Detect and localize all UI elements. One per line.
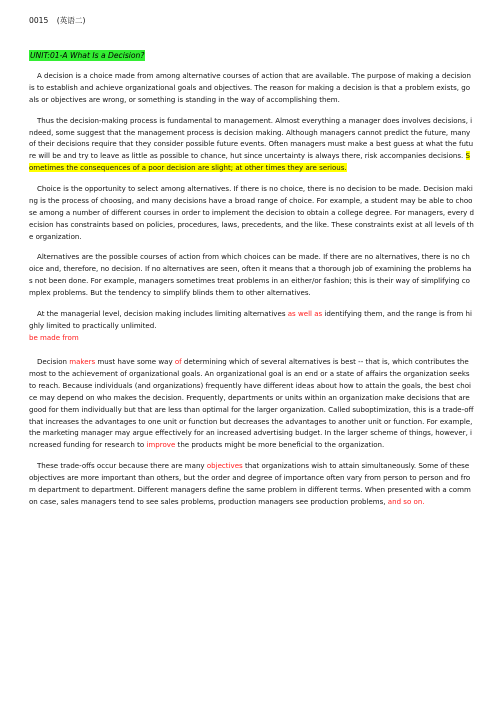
paragraph-6-text-e: determining which of several alternatives is best -- that is, which contributes the most to the achievement of organizational goals. An organizational goal is an end or a state of affairs the organization seeks to reach. Because individuals (and organizations) frequently have different ideas about how to attain the goals, the best choice may depend on who makes the decision. Frequently, departments or units within an organization make decisions that are good for them individually but that are less than optimal for the larger organization. Called suboptimization, this is a trade-off that increases the advantages to one unit or function but decreases the advantages to another unit or function. For example, the marketing manager may argue effectively for an increased advertising budget. In the larger scheme of things, however, increased funding for research to: [29, 356, 474, 450]
marked-word: improve: [146, 440, 176, 450]
annotation-note: be made from: [29, 333, 79, 343]
paragraph-3: Choice is the opportunity to select among alternatives. If there is no choice, there is no decision to be made. Decision making is the process of choosing, and many decisions have a broad range of choice. For example, a student may be able to choose among a number of different courses in order to implement the decision to obtain a college degree. For managers, every decision has constraints based on policies, procedures, laws, precedents, and the like. These constraints exist at all levels of the organization.: [29, 184, 475, 241]
highlighted-sentence: Sometimes the consequences of a poor decision are slight; at other times they are serious.: [29, 151, 471, 173]
paragraph-6-text-c: must have some way: [95, 356, 175, 366]
document-body: [29, 70, 474, 517]
course-code: 0015: [29, 16, 49, 25]
paragraph-2-text: Thus the decision-making process is fundamental to management. Almost everything a manager does involves decisions, indeed, some suggest that the management process is decision making. Although managers cannot predict the future, many of their decisions require that they consider possible future events. Often managers must make a best guess at what the future will be and try to leave as little as possible to chance, hut since uncertainty is always there, risk accompanies decisions.: [29, 115, 474, 161]
paragraph-1: A decision is a choice made from among alternative courses of action that are available. The purpose of making a decision is to establish and achieve organizational goals and objectives. The reason for making a decision is that a problem exists, goals or objectives are wrong, or something is standing in the way of accomplishing them.: [29, 71, 471, 104]
paragraph-5: [29, 308, 474, 332]
paragraph-6-text-g: the products might be more beneficial to the organization.: [175, 440, 385, 450]
marked-word: objectives: [206, 461, 243, 471]
paragraph-7-text-a: These trade-offs occur because there are many: [37, 461, 207, 471]
marked-phrase: as well as: [287, 308, 323, 318]
paragraph-6: [29, 356, 474, 451]
marked-word: of: [174, 356, 182, 366]
marked-word: makers: [69, 356, 96, 366]
marked-phrase: and so on.: [387, 496, 425, 506]
paragraph-5-text-a: At the managerial level, decision making includes limiting alternatives: [37, 308, 288, 318]
paragraph-4: Alternatives are the possible courses of action from which choices can be made. If there are no alternatives, there is no choice and, therefore, no decision. If no alternatives are seen, often it means that a thorough job of examining the problems has not been done. For example, managers sometimes treat problems in an either/or fashion; this is their way of simplifying complex problems. But the tendency to simplify blinds them to other alternatives.: [29, 252, 472, 298]
unit-title: UNIT:01-A What Is a Decision?: [30, 51, 145, 60]
page-header: [29, 15, 91, 26]
course-subject: (英语二): [56, 16, 86, 25]
paragraph-2: [29, 115, 474, 175]
paragraph-6-text-a: Decision: [37, 356, 70, 366]
paragraph-5-text-c: identifying them, and the range is from highly limited to practically unlimited.: [29, 308, 472, 330]
paragraph-7: [29, 460, 474, 508]
paragraph-7-text-c: that organizations wish to attain simultaneously. Some of these objectives are more important than others, but the order and degree of importance often vary from person to person and from department to department. Different managers define the same problem in different terms. When presented with a common case, sales managers tend to see sales problems, production managers see production problems,: [29, 461, 471, 506]
